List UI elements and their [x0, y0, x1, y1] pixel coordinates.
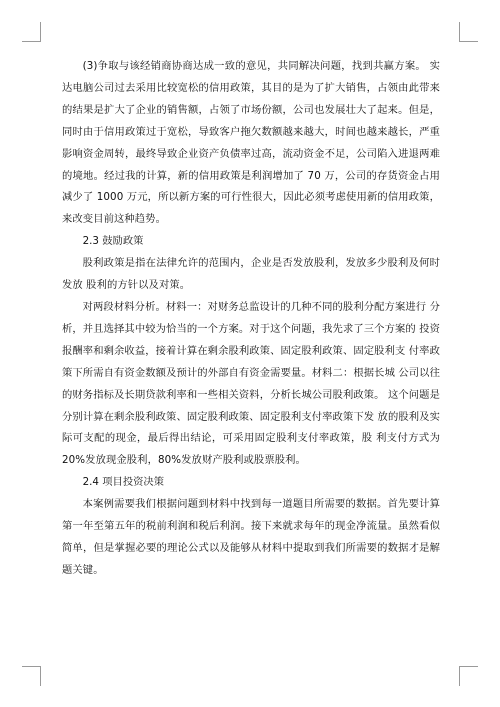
crop-mark-top-right-v: [459, 22, 460, 42]
paragraph-credit-policy: (3)争取与该经销商协商达成一致的意见，共同解决问题，找到共赢方案。 实达电脑公司过去采用比较宽松的信用政策，其目的是为了扩大销售，占领由此带来的结果是扩大了企业的销售额，占领了市场份额，公司也发展壮大了起来。但是，同时由于信用政策过于宽松，导致客户拖欠数额越来越大，时间也越来越长，严重影响资金周转，最终导致企业资产负债率过高，流动资金不足，公司陷入进退两难的境地。经过我的计算，新的信用政策是利润增加了 70 万，公司的存货资金占用减少了 1000 万元，所以新方案的可行性很大，因此必须考虑使用新的信用政策，来改变目前这种趋势。: [62, 60, 440, 226]
crop-mark-bottom-left-h: [22, 666, 41, 667]
crop-mark-top-left-v: [40, 22, 41, 42]
paragraph-dividend-definition: 股利政策是指在法律允许的范围内，企业是否发放股利，发放多少股利及何时发放 股利的方针以及对策。: [62, 257, 440, 292]
crop-mark-bottom-right-v: [459, 666, 460, 686]
crop-mark-bottom-right-h: [459, 666, 478, 667]
section-heading-investment-decision: 2.4 项目投资决策: [82, 476, 165, 489]
crop-mark-top-right-h: [459, 41, 478, 42]
section-heading-dividend-policy: 2.3 鼓励政策: [82, 235, 144, 248]
crop-mark-top-left-h: [22, 41, 41, 42]
paragraph-investment-case: 本案例需要我们根据问题到材料中找到每一道题目所需要的数据。首先要计算第一年至第五年的税前利润和税后利润。接下来就求每年的现金净流量。虽然看似简单，但是掌握必要的理论公式以及能够从材料中提取到我们所需要的数据才是解题关键。: [62, 498, 440, 576]
crop-mark-bottom-left-v: [40, 666, 41, 686]
document-body: [62, 56, 440, 582]
paragraph-material-analysis: 对两段材料分析。材料一：对财务总监设计的几种不同的股利分配方案进行 分析，并且选择其中较为恰当的一个方案。对于这个问题，我先求了三个方案的 投资报酬率和剩余收益，接着计算在剩余股利政策、固定股利政策、固定股利支 付率政策下所需自有资金数额及预计的外部自有资金需要量。材料二：根据长城 公司以往的财务指标及长期贷款利率和一些相关资料，分析长城公司股利政策。 这个问题是分别计算在剩余股利政策、固定股利政策、固定股利支付率政策下发 放的股利及实际可支配的现金，最后得出结论，可采用固定股利支付率政策，股 利支付方式为 20%发放现金股利，80%发放财产股利或股票股利。: [62, 300, 440, 467]
